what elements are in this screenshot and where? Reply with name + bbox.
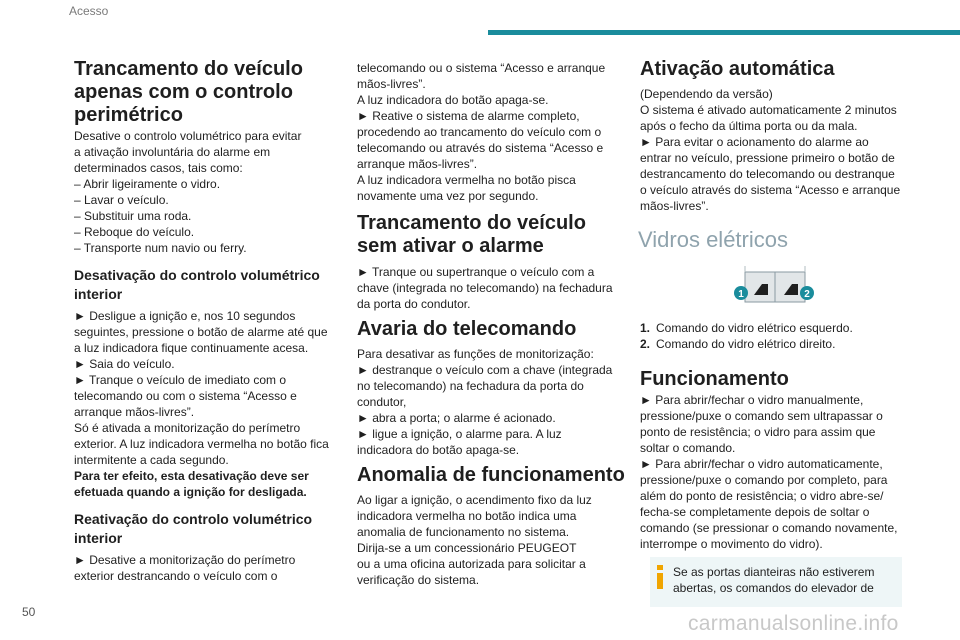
- text-line: novamente uma vez por segundo.: [357, 189, 539, 203]
- text-line: mãos-livres”.: [357, 77, 426, 91]
- text-line: seguintes, pressione o botão de alarme até que: [74, 325, 328, 339]
- section-label: Acesso: [69, 4, 109, 18]
- title-operation: Funcionamento: [640, 368, 789, 390]
- text-line: sem ativar o alarme: [357, 235, 544, 257]
- text-line: Se as portas dianteiras não estiverem: [673, 565, 875, 579]
- remote-failure-body: [357, 346, 612, 458]
- title-remote-failure: Avaria do telecomando: [357, 318, 577, 340]
- text-line: verificação do sistema.: [357, 573, 480, 587]
- window-switch-illustration: [732, 258, 816, 308]
- text-line: Para desativar as funções de monitorização:: [357, 347, 594, 361]
- malfunction-body: [357, 492, 592, 588]
- perimeter-intro: [74, 128, 301, 256]
- text-line: perimétrico: [74, 104, 183, 126]
- text-line: intermitente a cada segundo.: [74, 453, 229, 467]
- info-icon: [653, 562, 667, 590]
- text-line: chave (integrada no telecomando) na fechadura: [357, 281, 613, 295]
- text-line: interior: [74, 286, 123, 302]
- text-line: a luz indicadora fique continuamente acesa.: [74, 341, 309, 355]
- text-line: telecomando ou o sistema “Acesso e arranque: [357, 61, 606, 75]
- text-line: entrar no veículo, pressione primeiro o botão de: [640, 151, 895, 165]
- text-line: (Dependendo da versão): [640, 87, 773, 101]
- text-line: – Reboque do veículo.: [74, 225, 195, 239]
- deactivation-note: [74, 468, 309, 500]
- text-line: ► Tranque ou supertranque o veículo com a: [357, 265, 595, 279]
- text-line: além do ponto de resistência; o vidro abre-se/: [640, 489, 884, 503]
- window-legend-item-1: 1. Comando do vidro elétrico esquerdo.: [640, 321, 853, 335]
- text-line: ► Saia do veículo.: [74, 357, 175, 371]
- callout-badge-2: [800, 286, 814, 300]
- text-line: interrompe o movimento do vidro).: [640, 537, 823, 551]
- text-line: A luz indicadora vermelha no botão pisca: [357, 173, 576, 187]
- text-line: exterior destrancando o veículo com o: [74, 569, 278, 583]
- auto-activation-body: [640, 86, 900, 214]
- deactivation-body: [74, 308, 329, 468]
- text-line: ► Para evitar o acionamento do alarme ao: [640, 135, 869, 149]
- title-malfunction: Anomalia de funcionamento: [357, 464, 625, 486]
- text-line: Para ter efeito, esta desativação deve ser: [74, 469, 309, 483]
- text-line: condutor,: [357, 395, 407, 409]
- text-line: Desativação do controlo volumétrico: [74, 267, 320, 283]
- text-line: Trancamento do veículo: [74, 58, 303, 80]
- text-line: efetuada quando a ignição for desligada.: [74, 485, 307, 499]
- text-line: Desative o controlo volumétrico para evitar: [74, 129, 302, 143]
- title-volumetric-reactivation: [74, 510, 312, 548]
- text-line: comando (se pressionar o comando novamente,: [640, 521, 898, 535]
- text-line: Reativação do controlo volumétrico: [74, 511, 313, 527]
- operation-body: [640, 392, 897, 552]
- text-line: ► abra a porta; o alarme é acionado.: [357, 411, 556, 425]
- text-line: ► ligue a ignição, o alarme para. A luz: [357, 427, 562, 441]
- text-line: destrancamento do telecomando ou destranque: [640, 167, 895, 181]
- header-accent-bar: [488, 30, 960, 35]
- text-line: apenas com o controlo: [74, 81, 293, 103]
- text-line: no telecomando) na fechadura da porta do: [357, 379, 584, 393]
- text-line: telecomando ou com o sistema “Acesso e: [74, 389, 297, 403]
- title-lock-no-alarm: [357, 212, 586, 258]
- text-line: abertas, os comandos do elevador de: [673, 581, 874, 595]
- callout-badge-1: [734, 286, 748, 300]
- text-line: Trancamento do veículo: [357, 212, 586, 234]
- title-electric-windows: Vidros elétricos: [638, 227, 788, 252]
- text-line: Só é ativada a monitorização do perímetro: [74, 421, 301, 435]
- text-line: exterior. A luz indicadora vermelha no botão fica: [74, 437, 329, 451]
- text-line: ► Para abrir/fechar o vidro automaticamente,: [640, 457, 883, 471]
- text-line: – Lavar o veículo.: [74, 193, 169, 207]
- text-line: após o fecho da última porta ou da mala.: [640, 119, 858, 133]
- text-line: indicadora vermelha no botão indica uma: [357, 509, 577, 523]
- info-text: [673, 564, 874, 596]
- text-line: mãos-livres”.: [640, 199, 709, 213]
- text-line: ► Reative o sistema de alarme completo,: [357, 109, 580, 123]
- text-line: interior: [74, 530, 123, 546]
- title-perimeter-lock: [74, 58, 334, 127]
- text-line: arranque mãos-livres”.: [74, 405, 195, 419]
- text-line: a ativação involuntária do alarme em: [74, 145, 271, 159]
- text-line: Dirija-se a um concessionário PEUGEOT: [357, 541, 577, 555]
- text-line: indicadora do botão apaga-se.: [357, 443, 520, 457]
- page-number: 50: [22, 605, 36, 619]
- title-volumetric-deactivation: [74, 266, 320, 304]
- text-line: ► Desligue a ignição e, nos 10 segundos: [74, 309, 296, 323]
- lock-no-alarm-body: [357, 264, 613, 312]
- reactivation-body-cont: [357, 60, 605, 204]
- text-line: ► Desative a monitorização do perímetro: [74, 553, 296, 567]
- text-line: – Transporte num navio ou ferry.: [74, 241, 247, 255]
- text-line: ponto de resistência; o vidro para assim que: [640, 425, 876, 439]
- text-line: O sistema é ativado automaticamente 2 minutos: [640, 103, 897, 117]
- text-line: ► destranque o veículo com a chave (integrada: [357, 363, 613, 377]
- window-legend-item-2: 2. Comando do vidro elétrico direito.: [640, 337, 836, 351]
- text-line: soltar o comando.: [640, 441, 736, 455]
- title-auto-activation: Ativação automática: [640, 58, 835, 80]
- text-line: da porta do condutor.: [357, 297, 471, 311]
- watermark: carmanualsonline.info: [688, 612, 899, 635]
- text-line: ► Tranque o veículo de imediato com o: [74, 373, 286, 387]
- text-line: ► Para abrir/fechar o vidro manualmente,: [640, 393, 864, 407]
- text-line: – Abrir ligeiramente o vidro.: [74, 177, 221, 191]
- text-line: Ao ligar a ignição, o acendimento fixo da luz: [357, 493, 592, 507]
- text-line: o veículo através do sistema “Acesso e arranque: [640, 183, 901, 197]
- text-line: anomalia de funcionamento no sistema.: [357, 525, 570, 539]
- text-line: ou a uma oficina autorizada para solicitar a: [357, 557, 586, 571]
- text-line: pressione/puxe o comando por completo, para: [640, 473, 888, 487]
- text-line: – Substituir uma roda.: [74, 209, 192, 223]
- text-line: determinados casos, tais como:: [74, 161, 243, 175]
- svg-text:2: 2: [804, 289, 810, 300]
- svg-text:1: 1: [738, 289, 744, 300]
- text-line: procedendo ao trancamento do veículo com o: [357, 125, 602, 139]
- text-line: pressione/puxe o comando sem ultrapassar o: [640, 409, 883, 423]
- text-line: telecomando ou através do sistema “Acesso e: [357, 141, 604, 155]
- text-line: arranque mãos-livres”.: [357, 157, 478, 171]
- text-line: A luz indicadora do botão apaga-se.: [357, 93, 549, 107]
- reactivation-body: [74, 552, 295, 584]
- text-line: fecha-se completamente depois de soltar o: [640, 505, 870, 519]
